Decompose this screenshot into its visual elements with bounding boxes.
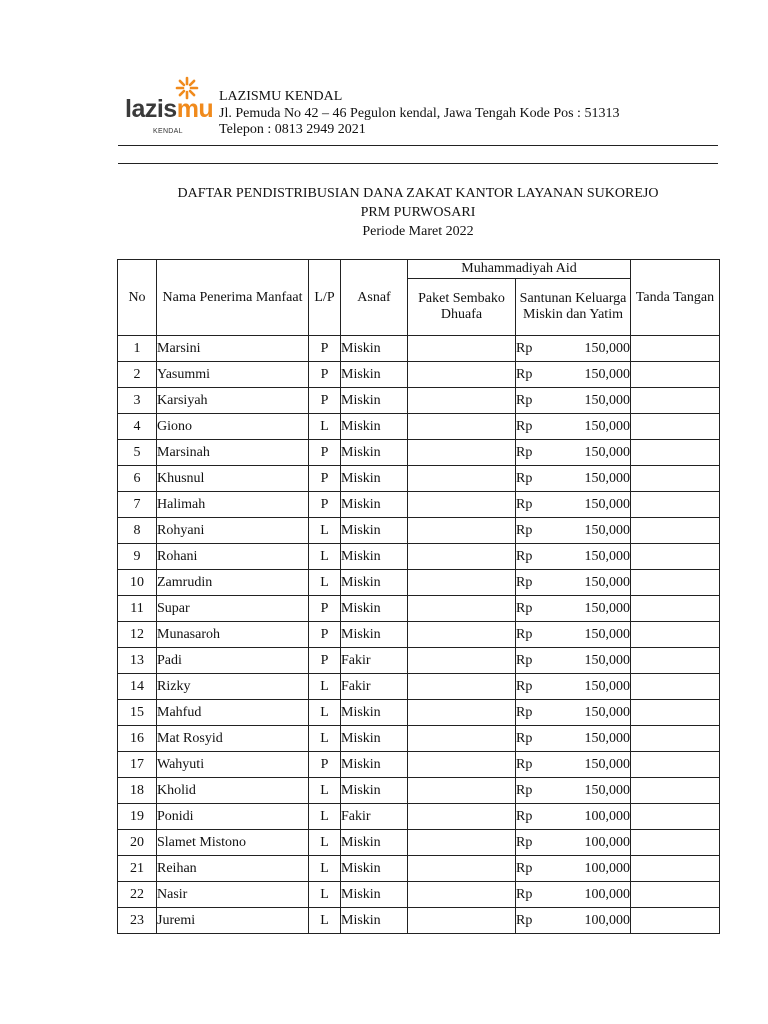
- row-gender: P: [309, 336, 341, 362]
- row-asnaf: Fakir: [341, 674, 408, 700]
- row-gender: L: [309, 856, 341, 882]
- amount-value: 100,000: [584, 808, 630, 824]
- row-asnaf: Miskin: [341, 700, 408, 726]
- row-no: 2: [118, 362, 157, 388]
- row-signature[interactable]: [631, 830, 720, 856]
- row-name: Juremi: [157, 908, 309, 934]
- row-paket: [408, 622, 516, 648]
- row-name: Zamrudin: [157, 570, 309, 596]
- table-body: [118, 336, 720, 934]
- row-asnaf: Miskin: [341, 596, 408, 622]
- row-paket: [408, 544, 516, 570]
- row-signature[interactable]: [631, 804, 720, 830]
- row-signature[interactable]: [631, 492, 720, 518]
- row-no: 14: [118, 674, 157, 700]
- row-santunan: [516, 674, 631, 700]
- row-no: 21: [118, 856, 157, 882]
- row-no: 8: [118, 518, 157, 544]
- table-header-row: [118, 260, 720, 279]
- row-asnaf: Miskin: [341, 726, 408, 752]
- row-paket: [408, 336, 516, 362]
- row-signature[interactable]: [631, 700, 720, 726]
- row-no: 10: [118, 570, 157, 596]
- row-paket: [408, 388, 516, 414]
- row-name: Khusnul: [157, 466, 309, 492]
- table-row: [118, 596, 720, 622]
- amount-value: 100,000: [584, 886, 630, 902]
- row-no: 15: [118, 700, 157, 726]
- row-gender: L: [309, 908, 341, 934]
- row-paket: [408, 362, 516, 388]
- table-row: [118, 908, 720, 934]
- row-no: 3: [118, 388, 157, 414]
- amount-value: 150,000: [584, 756, 630, 772]
- amount-value: 150,000: [584, 392, 630, 408]
- row-gender: P: [309, 492, 341, 518]
- row-signature[interactable]: [631, 882, 720, 908]
- row-asnaf: Miskin: [341, 492, 408, 518]
- row-no: 5: [118, 440, 157, 466]
- row-paket: [408, 518, 516, 544]
- row-asnaf: Miskin: [341, 882, 408, 908]
- row-no: 17: [118, 752, 157, 778]
- row-asnaf: Miskin: [341, 518, 408, 544]
- row-name: Nasir: [157, 882, 309, 908]
- row-asnaf: Fakir: [341, 648, 408, 674]
- row-santunan: [516, 856, 631, 882]
- row-asnaf: Miskin: [341, 830, 408, 856]
- row-asnaf: Miskin: [341, 388, 408, 414]
- row-santunan: [516, 596, 631, 622]
- org-address: Jl. Pemuda No 42 – 46 Pegulon kendal, Jawa Tengah Kode Pos : 51313: [219, 105, 620, 121]
- row-name: Munasaroh: [157, 622, 309, 648]
- row-asnaf: Miskin: [341, 622, 408, 648]
- header-divider-top: [118, 145, 718, 146]
- currency-label: Rp: [516, 496, 533, 512]
- amount-value: 100,000: [584, 860, 630, 876]
- header-name: Nama Penerima Manfaat: [157, 260, 309, 336]
- row-gender: P: [309, 648, 341, 674]
- row-paket: [408, 726, 516, 752]
- currency-label: Rp: [516, 782, 533, 798]
- table-row: [118, 622, 720, 648]
- amount-value: 150,000: [584, 340, 630, 356]
- currency-label: Rp: [516, 548, 533, 564]
- row-signature[interactable]: [631, 674, 720, 700]
- row-paket: [408, 752, 516, 778]
- amount-value: 150,000: [584, 704, 630, 720]
- row-asnaf: Miskin: [341, 752, 408, 778]
- row-paket: [408, 804, 516, 830]
- row-paket: [408, 648, 516, 674]
- row-signature[interactable]: [631, 570, 720, 596]
- row-name: Rohani: [157, 544, 309, 570]
- row-paket: [408, 492, 516, 518]
- row-asnaf: Miskin: [341, 466, 408, 492]
- row-gender: L: [309, 570, 341, 596]
- amount-value: 150,000: [584, 600, 630, 616]
- header-asnaf: Asnaf: [341, 260, 408, 336]
- currency-label: Rp: [516, 678, 533, 694]
- row-signature[interactable]: [631, 414, 720, 440]
- row-name: Rizky: [157, 674, 309, 700]
- amount-value: 150,000: [584, 418, 630, 434]
- row-santunan: [516, 778, 631, 804]
- row-santunan: [516, 466, 631, 492]
- amount-value: 150,000: [584, 522, 630, 538]
- currency-label: Rp: [516, 366, 533, 382]
- row-asnaf: Miskin: [341, 544, 408, 570]
- row-paket: [408, 414, 516, 440]
- amount-value: 150,000: [584, 470, 630, 486]
- row-paket: [408, 700, 516, 726]
- currency-label: Rp: [516, 808, 533, 824]
- currency-label: Rp: [516, 860, 533, 876]
- row-name: Mahfud: [157, 700, 309, 726]
- row-name: Supar: [157, 596, 309, 622]
- row-santunan: [516, 882, 631, 908]
- currency-label: Rp: [516, 886, 533, 902]
- row-santunan: [516, 440, 631, 466]
- row-santunan: [516, 570, 631, 596]
- row-santunan: [516, 648, 631, 674]
- row-name: Mat Rosyid: [157, 726, 309, 752]
- row-santunan: [516, 518, 631, 544]
- currency-label: Rp: [516, 522, 533, 538]
- row-name: Karsiyah: [157, 388, 309, 414]
- row-name: Marsinah: [157, 440, 309, 466]
- row-santunan: [516, 362, 631, 388]
- row-santunan: [516, 752, 631, 778]
- header-lp: L/P: [309, 260, 341, 336]
- currency-label: Rp: [516, 626, 533, 642]
- currency-label: Rp: [516, 756, 533, 772]
- document-title: [118, 184, 718, 241]
- row-gender: P: [309, 752, 341, 778]
- currency-label: Rp: [516, 704, 533, 720]
- row-no: 23: [118, 908, 157, 934]
- title-line-3: Periode Maret 2022: [362, 224, 474, 239]
- row-asnaf: Miskin: [341, 908, 408, 934]
- header-santunan: Santunan Keluarga Miskin dan Yatim: [516, 279, 631, 336]
- table-row: [118, 648, 720, 674]
- row-santunan: [516, 414, 631, 440]
- row-signature[interactable]: [631, 596, 720, 622]
- currency-label: Rp: [516, 652, 533, 668]
- currency-label: Rp: [516, 392, 533, 408]
- lazismu-logo: [125, 76, 214, 142]
- row-name: Halimah: [157, 492, 309, 518]
- row-paket: [408, 830, 516, 856]
- row-gender: L: [309, 778, 341, 804]
- header-no: No: [118, 260, 157, 336]
- row-signature[interactable]: [631, 726, 720, 752]
- amount-value: 150,000: [584, 366, 630, 382]
- table-row: [118, 752, 720, 778]
- row-gender: P: [309, 440, 341, 466]
- amount-value: 150,000: [584, 496, 630, 512]
- row-signature[interactable]: [631, 752, 720, 778]
- row-gender: P: [309, 466, 341, 492]
- table-row: [118, 700, 720, 726]
- row-name: Ponidi: [157, 804, 309, 830]
- table-row: [118, 388, 720, 414]
- logo-word-accent: mu: [176, 95, 214, 123]
- amount-value: 150,000: [584, 444, 630, 460]
- amount-value: 150,000: [584, 548, 630, 564]
- header-divider-bottom: [118, 163, 718, 164]
- row-paket: [408, 570, 516, 596]
- amount-value: 150,000: [584, 626, 630, 642]
- logo-wordmark: [125, 94, 213, 124]
- row-name: Slamet Mistono: [157, 830, 309, 856]
- row-signature[interactable]: [631, 622, 720, 648]
- row-name: Rohyani: [157, 518, 309, 544]
- distribution-table: [117, 259, 720, 934]
- row-gender: L: [309, 700, 341, 726]
- currency-label: Rp: [516, 470, 533, 486]
- row-gender: L: [309, 518, 341, 544]
- header-paket-sembako: Paket Sembako Dhuafa: [408, 279, 516, 336]
- row-gender: P: [309, 622, 341, 648]
- row-no: 22: [118, 882, 157, 908]
- row-no: 20: [118, 830, 157, 856]
- organization-info: [219, 89, 619, 139]
- currency-label: Rp: [516, 600, 533, 616]
- currency-label: Rp: [516, 912, 533, 928]
- row-gender: L: [309, 674, 341, 700]
- header-muhammadiyah-aid: Muhammadiyah Aid: [408, 260, 631, 279]
- org-phone: Telepon : 0813 2949 2021: [219, 122, 366, 137]
- row-signature[interactable]: [631, 518, 720, 544]
- row-asnaf: Fakir: [341, 804, 408, 830]
- table-row: [118, 856, 720, 882]
- row-paket: [408, 778, 516, 804]
- row-no: 7: [118, 492, 157, 518]
- row-gender: L: [309, 544, 341, 570]
- table-row: [118, 492, 720, 518]
- currency-label: Rp: [516, 444, 533, 460]
- amount-value: 100,000: [584, 912, 630, 928]
- currency-label: Rp: [516, 340, 533, 356]
- table-row: [118, 336, 720, 362]
- row-asnaf: Miskin: [341, 336, 408, 362]
- amount-value: 150,000: [584, 678, 630, 694]
- header-signature: Tanda Tangan: [631, 260, 720, 336]
- table-row: [118, 362, 720, 388]
- row-asnaf: Miskin: [341, 440, 408, 466]
- row-no: 11: [118, 596, 157, 622]
- table-row: [118, 414, 720, 440]
- row-no: 16: [118, 726, 157, 752]
- table-row: [118, 570, 720, 596]
- row-name: Marsini: [157, 336, 309, 362]
- row-paket: [408, 466, 516, 492]
- row-name: Yasummi: [157, 362, 309, 388]
- row-asnaf: Miskin: [341, 778, 408, 804]
- row-name: Reihan: [157, 856, 309, 882]
- row-gender: L: [309, 882, 341, 908]
- row-santunan: [516, 830, 631, 856]
- row-paket: [408, 674, 516, 700]
- row-no: 9: [118, 544, 157, 570]
- row-asnaf: Miskin: [341, 414, 408, 440]
- currency-label: Rp: [516, 834, 533, 850]
- logo-subtitle: KENDAL: [153, 128, 183, 135]
- row-signature[interactable]: [631, 778, 720, 804]
- row-santunan: [516, 336, 631, 362]
- row-paket: [408, 856, 516, 882]
- row-no: 18: [118, 778, 157, 804]
- table-row: [118, 804, 720, 830]
- currency-label: Rp: [516, 730, 533, 746]
- row-gender: P: [309, 596, 341, 622]
- row-santunan: [516, 700, 631, 726]
- currency-label: Rp: [516, 574, 533, 590]
- table-row: [118, 882, 720, 908]
- row-signature[interactable]: [631, 440, 720, 466]
- row-no: 13: [118, 648, 157, 674]
- table-row: [118, 518, 720, 544]
- row-signature[interactable]: [631, 908, 720, 934]
- row-paket: [408, 596, 516, 622]
- row-signature[interactable]: [631, 856, 720, 882]
- row-gender: P: [309, 388, 341, 414]
- row-paket: [408, 908, 516, 934]
- row-no: 6: [118, 466, 157, 492]
- row-name: Padi: [157, 648, 309, 674]
- row-gender: L: [309, 830, 341, 856]
- row-signature[interactable]: [631, 388, 720, 414]
- row-santunan: [516, 726, 631, 752]
- row-name: Kholid: [157, 778, 309, 804]
- row-no: 4: [118, 414, 157, 440]
- row-signature[interactable]: [631, 648, 720, 674]
- row-signature[interactable]: [631, 336, 720, 362]
- table-row: [118, 544, 720, 570]
- org-name: LAZISMU KENDAL: [219, 89, 343, 104]
- row-paket: [408, 882, 516, 908]
- row-santunan: [516, 544, 631, 570]
- row-signature[interactable]: [631, 362, 720, 388]
- table-row: [118, 830, 720, 856]
- row-gender: P: [309, 362, 341, 388]
- row-name: Wahyuti: [157, 752, 309, 778]
- title-line-1: DAFTAR PENDISTRIBUSIAN DANA ZAKAT KANTOR LAYANAN SUKOREJO: [177, 186, 659, 201]
- row-asnaf: Miskin: [341, 570, 408, 596]
- row-santunan: [516, 388, 631, 414]
- row-no: 19: [118, 804, 157, 830]
- row-name: Giono: [157, 414, 309, 440]
- amount-value: 100,000: [584, 834, 630, 850]
- row-asnaf: Miskin: [341, 856, 408, 882]
- row-gender: L: [309, 804, 341, 830]
- row-gender: L: [309, 726, 341, 752]
- row-santunan: [516, 804, 631, 830]
- row-santunan: [516, 622, 631, 648]
- title-line-2: PRM PURWOSARI: [360, 205, 476, 220]
- row-asnaf: Miskin: [341, 362, 408, 388]
- table-row: [118, 674, 720, 700]
- table-row: [118, 726, 720, 752]
- row-signature[interactable]: [631, 466, 720, 492]
- amount-value: 150,000: [584, 730, 630, 746]
- amount-value: 150,000: [584, 782, 630, 798]
- logo-word-dark: lazis: [125, 95, 177, 123]
- row-paket: [408, 440, 516, 466]
- table-row: [118, 778, 720, 804]
- row-no: 1: [118, 336, 157, 362]
- amount-value: 150,000: [584, 574, 630, 590]
- row-no: 12: [118, 622, 157, 648]
- row-signature[interactable]: [631, 544, 720, 570]
- currency-label: Rp: [516, 418, 533, 434]
- table-row: [118, 440, 720, 466]
- row-santunan: [516, 492, 631, 518]
- row-gender: L: [309, 414, 341, 440]
- table-row: [118, 466, 720, 492]
- amount-value: 150,000: [584, 652, 630, 668]
- row-santunan: [516, 908, 631, 934]
